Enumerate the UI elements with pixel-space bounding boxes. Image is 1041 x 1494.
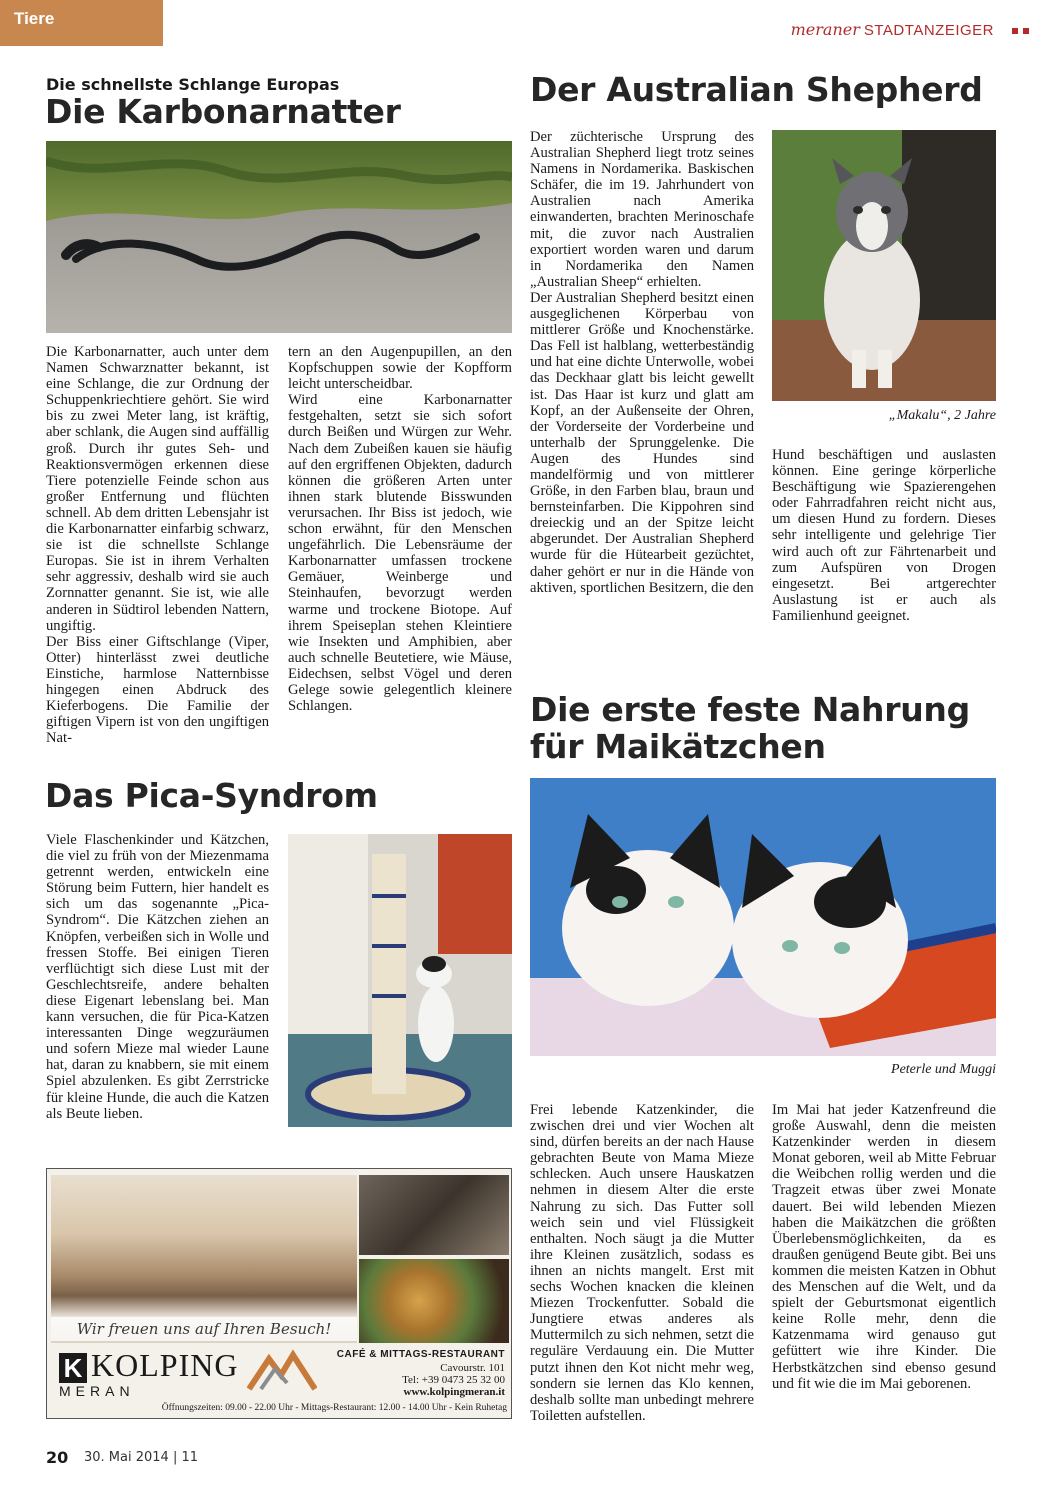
issue-date: 30. Mai 2014 | 11 [84, 1450, 199, 1465]
snake-column-1: Die Karbonarnatter, auch unter dem Namen Schwarznatter bekannt, ist eine Schlange, die zur Ordnung der Schuppenkriechtiere gehört. Sie wird bis zu zwei Meter lang, ist kräftig, aber schlank, die Augen sind auffällig groß. Durch ihr gutes Seh- und Reaktionsvermögen erkennen diese Tiere potenzielle Feinde schon aus großer Entfernung und flüchten schnell. Ab dem dritten Lebensjahr ist die Karbonarnatter einfarbig schwarz, sie ist die schnellste Schlange Europas. Sie ist in ihrem Verhalten sehr aggressiv, deshalb wird sie auch Zornnatter genannt. Sie ist, wie alle anderen in Südtirol lebenden Nattern, ungiftig. Der Biss einer Giftschlange (Viper, Otter) hinterlässt zwei deutliche Einstiche, harmlose Natternbisse hingegen einen Abdruck des Kieferbogens. Die Familie der giftigen Vipern ist von den ungiftigen Nat- [46, 344, 269, 747]
ad-logo-city: MERAN [59, 1383, 135, 1399]
kittens-headline [530, 692, 970, 766]
pica-headline: Das Pica-Syndrom [45, 776, 378, 815]
ad-food-photo [359, 1259, 509, 1343]
kittens-caption: Peterle und Muggi [891, 1062, 996, 1077]
page-number: 20 [46, 1448, 69, 1467]
ad-opening-hours: Öffnungszeiten: 09.00 - 22.00 Uhr - Mittags-Restaurant: 12.00 - 14.00 Uhr - Kein Ruhetag [161, 1403, 507, 1413]
ad-interior-photo [359, 1175, 509, 1255]
shepherd-column-2: Hund beschäftigen und auslasten können. Eine geringe körperliche Beschäftigung wie Spazierengehen oder Fahrradfahren reicht nicht aus, um diesen Hund zu fordern. Dieses sehr intelligente und gelehrige Tier wird auch oft zur Fährtenarbeit und zum Aufspüren von Drogen eingesetzt. Bei artgerechter Auslastung ist er auch als Familienhund geeignet. [772, 447, 996, 624]
ad-title: CAFÉ & MITTAGS-RESTAURANT [336, 1349, 505, 1360]
snake-column-2: tern an den Augenpupillen, an den Kopfschuppen sowie der Kopfform leicht unterscheidbar. Wird eine Karbonarnatter festgehalten, setzt sie sich sofort durch Beißen und Würgen zur Wehr. Nach dem Zubeißen kauen sie häufig auf den ergriffenen Objekten, dadurch können die größeren Arten unter ihnen stark blutende Bisswunden verursachen. Ihr Biss ist jedoch, wie schon erwähnt, für den Menschen ungefährlich. Die Lebensräume der Karbonarnatter umfassen trockene Gemäuer, Weinberge und Steinhaufen, bevorzugt werden warme und trockene Biotope. Auf ihrem Speiseplan stehen Kleintiere wie Insekten und Amphibien, aber auch schnelle Beutetiere, wie Mäuse, Eidechsen, selbst Vögel und deren Gelege sowie gelegentlich kleinere Schlangen. [288, 344, 512, 715]
dog-caption: „Makalu“, 2 Jahre [888, 408, 996, 423]
snake-headline: Die Karbonarnatter [45, 92, 401, 131]
kittens-column-1: Frei lebende Katzenkinder, die zwischen drei und vier Wochen alt sind, dürfen bereits an der nach Hause gebrachten Beute von Mama Mieze schlecken. Auch unsere Hauskatzen nehmen in diesem Alter die erste Nahrung zu sich. Das Futter soll weich sein und viel Flüssigkeit enthalten. Noch säugt ja die Mutter ihre Kleinen zusätzlich, sodass es ihnen an nichts mangelt. Erst mit sechs Wochen knacken die kleinen Miezen Trockenfutter. Sobald die Jungtiere etwas anderes als Muttermilch zu sich nehmen, setzt die reguläre Verdauung ein. Die Mutter putzt ihnen den Kot nicht mehr weg, sondern sie lernen das Klo kennen, deshalb sollte man unbedingt mehrere Toiletten aufstellen. [530, 1102, 754, 1424]
kittens-headline-line-1: Die erste feste Nahrung [530, 690, 970, 729]
masthead-logo [791, 20, 1029, 42]
kolping-advertisement [46, 1168, 512, 1419]
kittens-column-2: Im Mai hat jeder Katzenfreund die große Auswahl, denn die meisten Katzenkinder werden in diesem Monat geboren, weil ab Mitte Februar die Weibchen rollig werden und die Tragzeit etwas über zwei Monate dauert. Bei wild lebenden Miezen haben die Maikätzchen die größten Überlebensmöglichkeiten, da es draußen genügend Beute gibt. Bei uns kommen die meisten Katzen in Obhut des Menschen auf die Welt, und da spielt der Geburtsmonat eigentlich keine Rolle mehr, denn die Katzenmama wird genauso gut gefüttert wie ihre Kinder. Die Herbstkätzchen sind ebenso gesund und fit wie die im Mai geborenen. [772, 1102, 996, 1392]
shepherd-column-1: Der züchterische Ursprung des Australian Shepherd liegt trotz seines Namens in Nordamerika. Baskischen Schäfer, die im 19. Jahrhundert von Australien nach Amerika einwanderten, brachten Merinoschafe mit, die zuvor nach Australien exportiert worden waren und darum in Nordamerika den Namen „Australian Sheep“ erhielten. Der Australian Shepherd besitzt einen ausgeglichenen Körperbau von mittlerer Größe und Knochenstärke. Das Fell ist halblang, wetterbeständig und hat eine dichte Unterwolle, wobei das Deckhaar glatt bis leicht gewellt ist. Das Haar ist kurz und glatt am Kopf, an der Außenseite der Ohren, der Vorderseite der Vorderbeine und unterhalb der Sprunggelenke. Die Augen des Hundes sind mandelförmig und von mittlerer Größe, in den Farben blau, braun und bernsteinfarben. Die Kippohren sind dreieckig und an der Spitze leicht abgerundet. Der Australian Shepherd wurde für die Hütearbeit gezüchtet, daher gehört er nur in die Hände von aktiven, sportlichen Besitzern, die den [530, 129, 754, 596]
snake-photo [46, 141, 512, 333]
ad-website: www.kolpingmeran.it [403, 1386, 505, 1398]
masthead-dots [1012, 28, 1018, 34]
shepherd-headline: Der Australian Shepherd [530, 70, 983, 109]
kittens-photo [530, 778, 996, 1056]
dog-photo [772, 130, 996, 401]
ad-phone: Tel: +39 0473 25 32 00 [402, 1374, 505, 1386]
pica-text: Viele Flaschenkinder und Kätzchen, die viel zu früh von der Miezenmama getrennt werden, entwickeln eine Störung beim Futtern, hier handelt es sich um das sogenannte „Pica-Syndrom“. Die Kätzchen ziehen an Knöpfen, verbeißen sich in Wolle und fressen Stoffe. Bei einigen Tieren verflüchtigt sich diese Lust mit der Geschlechtsreife, andere behalten diese Eigenart lebenslang bei. Man kann versuchen, die für Pica-Katzen interessanten Dinge wegzuräumen und sofern Mieze mal wieder Laune hat, daran zu knabbern, sie mit einem Spiel abzulenken. Es gibt Zerrstricke für kleine Hunde, die auch die Katzen als Beute lieben. [46, 832, 269, 1122]
ad-street: Cavourstr. 101 [440, 1362, 505, 1374]
section-tab [0, 0, 163, 46]
masthead-italic: meraner [790, 20, 860, 39]
ad-slogan: Wir freuen uns auf Ihren Besuch! [51, 1317, 357, 1341]
snake-kicker: Die schnellste Schlange Europas [46, 75, 340, 94]
section-label: Tiere [14, 9, 55, 28]
kittens-headline-line-2: für Maikätzchen [530, 726, 826, 766]
mountain-logo-icon [247, 1347, 317, 1391]
ad-logo-name: KOLPING [91, 1347, 239, 1383]
masthead-caps: STADTANZEIGER [863, 22, 994, 39]
cat-scratching-post-photo [288, 834, 512, 1127]
kolping-logo-icon: K [59, 1353, 87, 1383]
